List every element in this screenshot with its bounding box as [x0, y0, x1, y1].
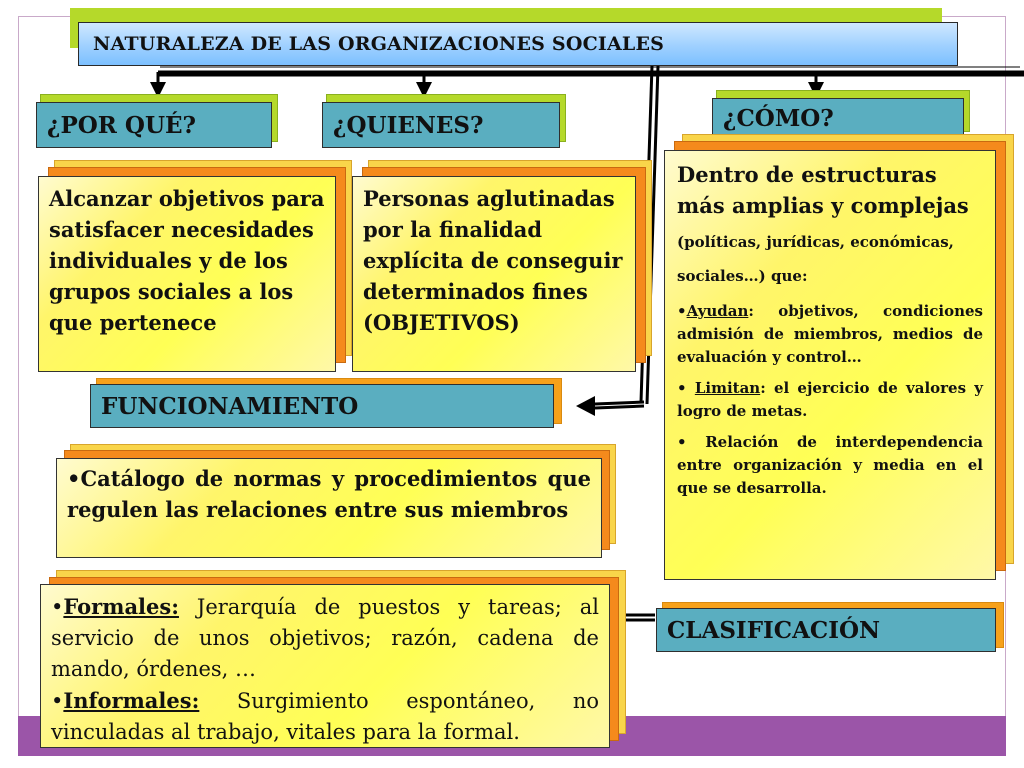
quienes-box — [352, 176, 636, 372]
informales-term: Informales: — [63, 688, 200, 713]
como-intro-small: (políticas, jurídicas, económicas, sociales…) que: — [677, 233, 954, 285]
como-intro-big: Dentro de estructuras más amplias y complejas — [677, 162, 969, 218]
formales-term: Formales: — [63, 594, 179, 619]
clasificacion-content — [40, 584, 610, 748]
bullet-icon: • — [677, 379, 687, 397]
por-que-header-label: ¿POR QUÉ? — [36, 102, 272, 148]
como-content — [664, 150, 996, 580]
clasificacion-header — [656, 608, 996, 652]
funcionamiento-header-label: FUNCIONAMIENTO — [90, 384, 554, 428]
informales-item — [51, 685, 599, 748]
como-intro — [677, 159, 983, 292]
bullet-icon: • — [677, 433, 687, 451]
funcionamiento-box — [56, 458, 602, 558]
por-que-header — [36, 102, 272, 148]
formales-item — [51, 591, 599, 685]
clasificacion-box — [40, 584, 610, 748]
como-header — [712, 98, 964, 138]
bullet-icon: • — [67, 466, 81, 491]
como-bullet-ayudan — [677, 300, 983, 369]
quienes-header-label: ¿QUIENES? — [322, 102, 560, 148]
formales-text: Jerarquía de puestos y tareas; al servicio de unos objetivos; razón, cadena de mando, órdenes, … — [51, 595, 599, 681]
funcionamiento-header — [90, 384, 554, 428]
por-que-text: Alcanzar objetivos para satisfacer necesidades individuales y de los grupos sociales a los que pertenece — [38, 176, 336, 372]
limitan-text: : el ejercicio de valores y logro de metas. — [677, 379, 983, 420]
title-text: NATURALEZA DE LAS ORGANIZACIONES SOCIALES — [78, 22, 958, 66]
funcionamiento-text — [56, 458, 602, 558]
ayudan-text: : objetivos, condiciones admisión de miembros, medios de evaluación y control… — [677, 302, 983, 366]
quienes-text: Personas aglutinadas por la finalidad explícita de conseguir determinados fines (OBJETIVOS) — [352, 176, 636, 372]
bullet-icon: • — [51, 595, 64, 619]
bullet-icon: • — [51, 689, 64, 713]
clasificacion-header-label: CLASIFICACIÓN — [656, 608, 996, 652]
como-box — [664, 150, 996, 580]
como-bullet-limitan — [677, 377, 983, 423]
funcionamiento-text-body: Catálogo de normas y procedimientos que regulen las relaciones entre sus miembros — [67, 466, 591, 522]
quienes-header — [322, 102, 560, 148]
como-header-label: ¿CÓMO? — [712, 98, 964, 138]
limitan-term: Limitan — [694, 379, 761, 397]
relacion-text: Relación de interdependencia entre organización y media en el que se desarrolla. — [677, 433, 983, 497]
bullet-icon: • — [677, 302, 687, 320]
por-que-box — [38, 176, 336, 372]
ayudan-term: Ayudan — [686, 302, 749, 320]
como-bullet-relacion — [677, 431, 983, 500]
informales-text: Surgimiento espontáneo, no vinculadas al trabajo, vitales para la formal. — [51, 689, 599, 744]
